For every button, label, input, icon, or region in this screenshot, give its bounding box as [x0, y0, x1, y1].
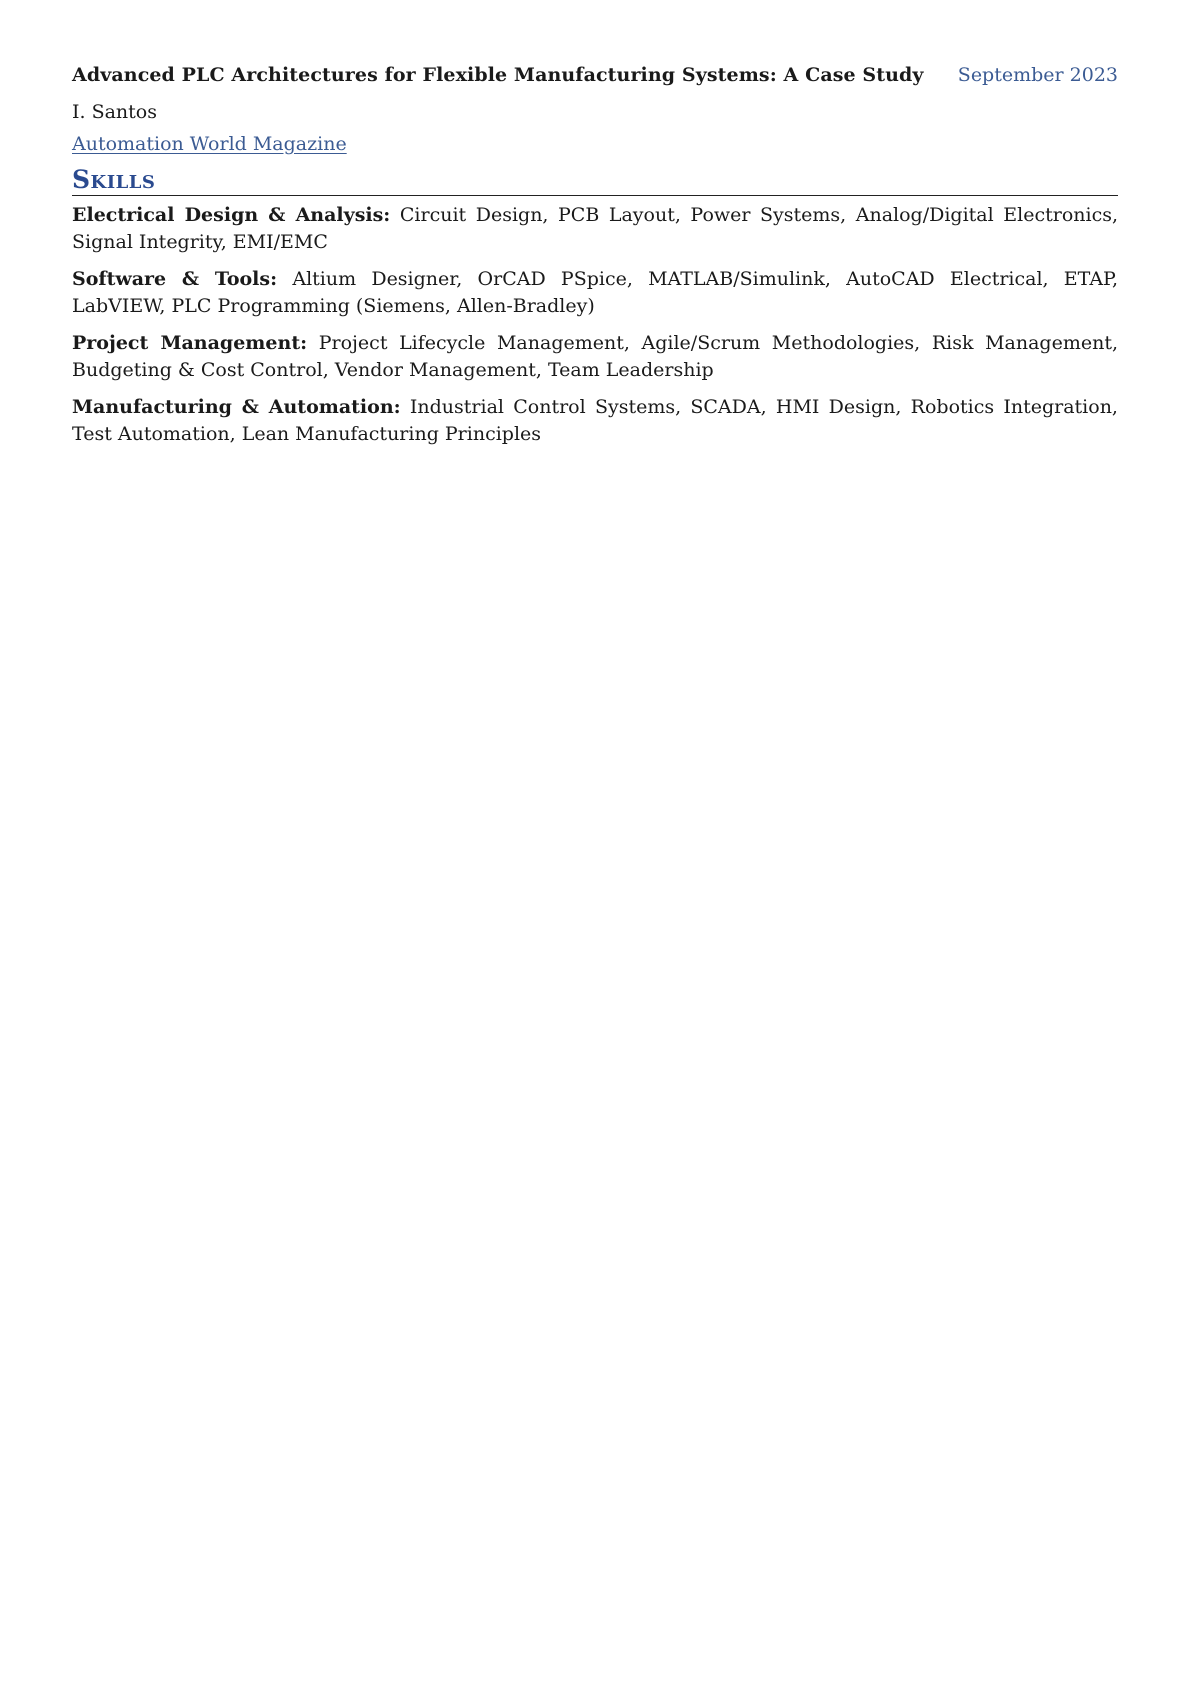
publication-header — [72, 64, 1118, 96]
skill-value: Industrial Control Systems, SCADA, HMI Design, Robotics Integration, Test Automation, Lean Manufacturing Principles — [72, 396, 1118, 445]
publication-date: September 2023 — [957, 64, 1118, 86]
skill-value: Circuit Design, PCB Layout, Power Systems, Analog/Digital Electronics, Signal Integrity, EMI/EMC — [72, 204, 1118, 253]
skill-value: Project Lifecycle Management, Agile/Scrum Methodologies, Risk Management, Budgeting & Cost Control, Vendor Management, Team Leadership — [72, 332, 1119, 381]
skill-row-manufacturing-automation — [72, 394, 1118, 448]
skill-row-electrical-design — [72, 202, 1118, 256]
publication-title: Advanced PLC Architectures for Flexible Manufacturing Systems: A Case Study — [72, 64, 924, 86]
skill-label: Manufacturing & Automation: — [72, 396, 401, 418]
publication-venue-link[interactable]: Automation World Magazine — [72, 133, 347, 155]
skill-value: Altium Designer, OrCAD PSpice, MATLAB/Simulink, AutoCAD Electrical, ETAP, LabVIEW, PLC Programming (Siemens, Allen-Bradley) — [72, 268, 1119, 317]
skill-row-software-tools — [72, 266, 1118, 320]
skills-section-heading: Skills — [72, 166, 1118, 196]
document-page — [72, 64, 1118, 458]
skill-label: Electrical Design & Analysis: — [72, 204, 391, 226]
skill-label: Software & Tools: — [72, 268, 278, 290]
skill-label: Project Management: — [72, 332, 308, 354]
publication-author: I. Santos — [72, 101, 157, 123]
skills-list — [72, 202, 1118, 448]
skill-row-project-management — [72, 330, 1118, 384]
